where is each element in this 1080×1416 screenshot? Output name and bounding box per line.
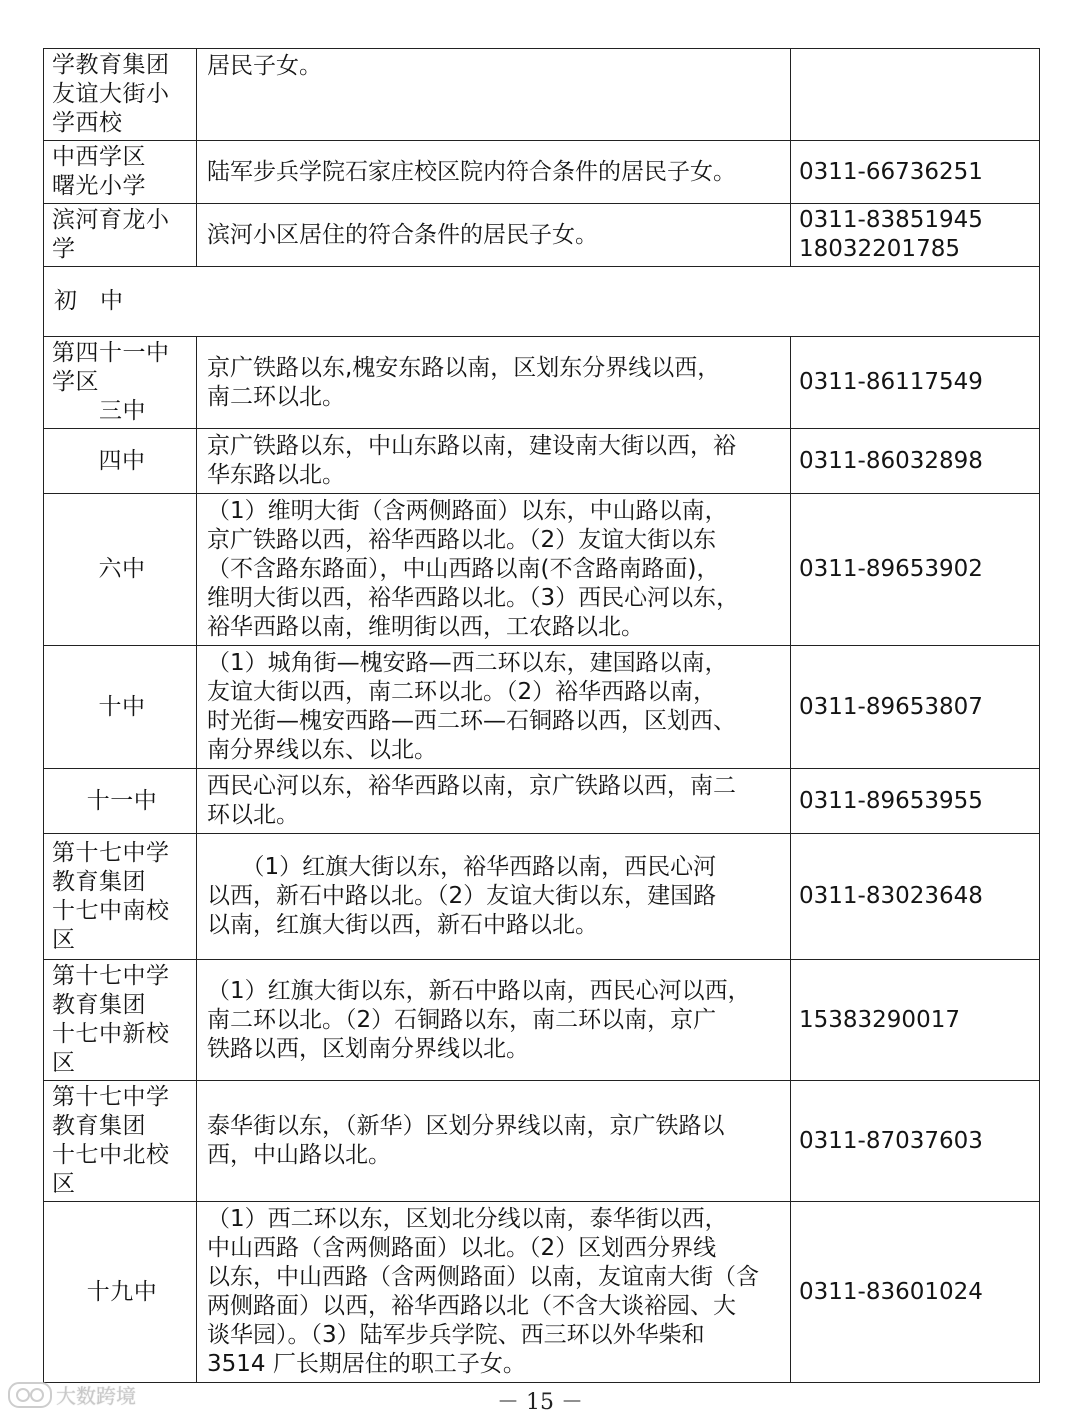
school-name-cell: 十中 <box>44 646 197 769</box>
phone-cell: 0311-83851945 18032201785 <box>791 204 1040 267</box>
table-row <box>44 267 1040 337</box>
phone-cell: 0311-86032898 <box>791 429 1040 494</box>
table-row <box>44 494 1040 646</box>
phone-cell: 0311-83601024 <box>791 1202 1040 1383</box>
table-row <box>44 204 1040 267</box>
page-number: － 15 － <box>497 1390 583 1415</box>
table-row <box>44 834 1040 960</box>
phone-cell: 0311-89653955 <box>791 769 1040 834</box>
school-name-cell: 四中 <box>44 429 197 494</box>
table-row <box>44 337 1040 429</box>
school-zone-table <box>43 48 1040 1383</box>
area-cell: （1）红旗大街以东，新石中路以南，西民心河以西， 南二环以北。（2）石铜路以东，南二环以南，京广 铁路以西，区划南分界线以北。 <box>197 960 791 1081</box>
area-cell: 陆军步兵学院石家庄校区院内符合条件的居民子女。 <box>197 141 791 204</box>
school-name-cell: 第十七中学 教育集团 十七中北校 区 <box>44 1081 197 1202</box>
school-name-cell: 十一中 <box>44 769 197 834</box>
phone-cell: 0311-89653902 <box>791 494 1040 646</box>
area-cell: 西民心河以东，裕华西路以南，京广铁路以西，南二 环以北。 <box>197 769 791 834</box>
phone-cell: 0311-83023648 <box>791 834 1040 960</box>
area-cell: （1）红旗大街以东，裕华西路以南，西民心河 以西，新石中路以北。（2）友谊大街以东，建国路 以南，红旗大街以西，新石中路以北。 <box>197 834 791 960</box>
phone-cell: 15383290017 <box>791 960 1040 1081</box>
table-row <box>44 141 1040 204</box>
phone-cell <box>791 49 1040 141</box>
phone-cell: 0311-66736251 <box>791 141 1040 204</box>
table-row <box>44 646 1040 769</box>
school-name-cell: 滨河育龙小 学 <box>44 204 197 267</box>
section-header-junior-high: 初 中 <box>44 267 1040 337</box>
area-cell: 京广铁路以东,槐安东路以南，区划东分界线以西， 南二环以北。 <box>197 337 791 429</box>
school-name-cell: 第十七中学 教育集团 十七中南校 区 <box>44 834 197 960</box>
school-name-cell: 第四十一中 学区 三中 <box>44 337 197 429</box>
area-cell: 居民子女。 <box>197 49 791 141</box>
table-row <box>44 769 1040 834</box>
school-name-cell: 中西学区 曙光小学 <box>44 141 197 204</box>
area-cell: （1）城角街—槐安路—西二环以东，建国路以南， 友谊大街以西，南二环以北。（2）裕华西路以南， 时光街—槐安西路—西二环—石铜路以西，区划西、 南分界线以东、以北。 <box>197 646 791 769</box>
school-name-cell: 第十七中学 教育集团 十七中新校 区 <box>44 960 197 1081</box>
area-cell: 泰华街以东，（新华）区划分界线以南，京广铁路以 西，中山路以北。 <box>197 1081 791 1202</box>
phone-cell: 0311-87037603 <box>791 1081 1040 1202</box>
watermark-text: 大数跨境 <box>56 1384 136 1408</box>
area-cell: 京广铁路以东，中山东路以南，建设南大街以西，裕 华东路以北。 <box>197 429 791 494</box>
area-cell: 滨河小区居住的符合条件的居民子女。 <box>197 204 791 267</box>
school-name-cell: 学教育集团 友谊大街小 学西校 <box>44 49 197 141</box>
phone-cell: 0311-89653807 <box>791 646 1040 769</box>
school-name-cell: 六中 <box>44 494 197 646</box>
table-row <box>44 429 1040 494</box>
table-row <box>44 1081 1040 1202</box>
area-cell: （1）维明大街（含两侧路面）以东，中山路以南， 京广铁路以西，裕华西路以北。（2）友谊大街以东 （不含路东路面），中山西路以南(不含路南路面)， 维明大街以西，裕华西路以北。（3）西民心河以东， 裕华西路以南，维明街以西，工农路以北。 <box>197 494 791 646</box>
school-name-cell: 十九中 <box>44 1202 197 1383</box>
area-cell: （1）西二环以东，区划北分线以南，泰华街以西， 中山西路（含两侧路面）以北。（2）区划西分界线 以东，中山西路（含两侧路面）以南，友谊南大街（含 两侧路面）以西，裕华西路以北（不含大谈裕园、大 谈华园）。（3）陆军步兵学院、西三环以外华柴和 3514 厂长期居住的职工子女。 <box>197 1202 791 1383</box>
table-row <box>44 49 1040 141</box>
table-row <box>44 1202 1040 1383</box>
phone-cell: 0311-86117549 <box>791 337 1040 429</box>
table-row <box>44 960 1040 1081</box>
